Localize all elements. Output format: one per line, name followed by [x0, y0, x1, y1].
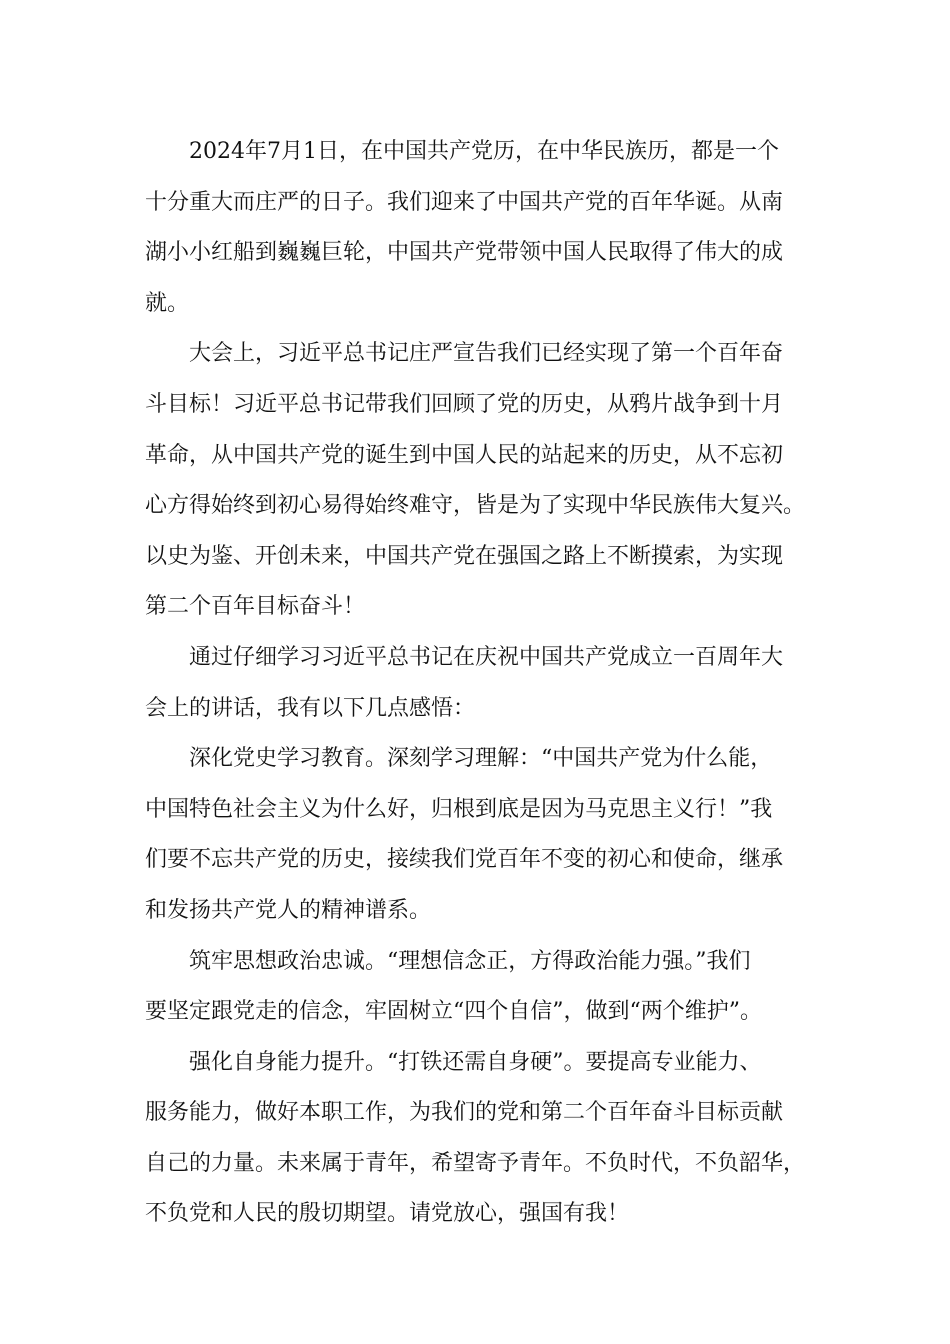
text-line: 强化自身能力提升。“打铁还需自身硬”。要提高专业能力、 — [189, 1049, 762, 1075]
paragraph-2 — [145, 329, 825, 633]
text-line: 革命，从中国共产党的诞生到中国人民的站起来的历史，从不忘初 — [145, 442, 784, 468]
paragraph-5 — [145, 937, 825, 1038]
text-line: 就。 — [145, 290, 190, 316]
text-line: 十分重大而庄严的日子。我们迎来了中国共产党的百年华诞。从南 — [145, 189, 784, 215]
text-line: 深化党史学习教育。深刻学习理解：“中国共产党为什么能， — [189, 746, 773, 772]
paragraph-6 — [145, 1038, 825, 1240]
text-line: 服务能力，做好本职工作，为我们的党和第二个百年奋斗目标贡献 — [145, 1100, 784, 1126]
text-line: 中国特色社会主义为什么好，归根到底是因为马克思主义行！”我 — [145, 796, 773, 822]
text-line: 筑牢思想政治忠诚。“理想信念正，方得政治能力强。”我们 — [189, 948, 751, 974]
text-line: 湖小小红船到巍巍巨轮，中国共产党带领中国人民取得了伟大的成 — [145, 240, 784, 266]
text-line: 会上的讲话，我有以下几点感悟： — [145, 695, 476, 721]
text-line: 们要不忘共产党的历史，接续我们党百年不变的初心和使命，继承 — [145, 847, 784, 873]
paragraph-3 — [145, 633, 825, 734]
text-line: 2024年7月1日，在中国共产党历，在中华民族历，都是一个 — [189, 139, 779, 164]
text-line: 要坚定跟党走的信念，牢固树立“四个自信”，做到“两个维护”。 — [145, 999, 762, 1025]
text-line: 以史为鉴、开创未来，中国共产党在强国之路上不断摸索，为实现 — [145, 543, 784, 569]
text-line: 第二个百年目标奋斗！ — [145, 594, 366, 620]
text-line: 斗目标！习近平总书记带我们回顾了党的历史，从鸦片战争到十月 — [145, 391, 784, 417]
paragraph-4 — [145, 734, 825, 936]
text-line: 心方得始终到初心易得始终难守，皆是为了实现中华民族伟大复兴。 — [145, 493, 806, 519]
text-line: 和发扬共产党人的精神谱系。 — [145, 897, 432, 923]
paragraph-1 — [145, 127, 825, 329]
text-line: 通过仔细学习习近平总书记在庆祝中国共产党成立一百周年大 — [189, 644, 784, 670]
text-line: 自己的力量。未来属于青年，希望寄予青年。不负时代，不负韶华， — [145, 1150, 806, 1176]
text-line: 不负党和人民的殷切期望。请党放心，强国有我！ — [145, 1201, 630, 1227]
text-line: 大会上，习近平总书记庄严宣告我们已经实现了第一个百年奋 — [189, 341, 784, 367]
document-body — [145, 127, 825, 1240]
